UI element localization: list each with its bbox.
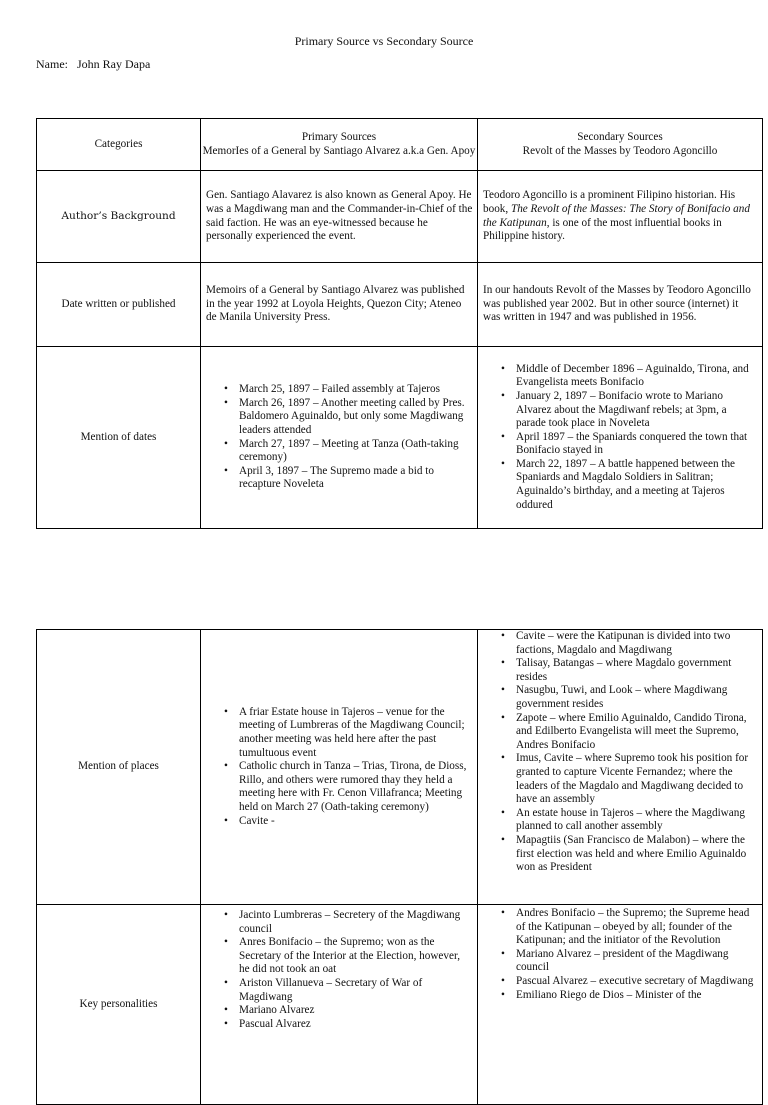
places-primary-list — [206, 706, 473, 828]
secondary-sources-subtitle: Revolt of the Masses by Teodoro Agoncillo — [522, 144, 718, 157]
mention-of-places-primary — [201, 630, 478, 905]
list-item: • Ariston Villanueva – Secretary of War of Magdiwang — [239, 977, 473, 1004]
list-item: • Talisay, Batangas – where Magdalo government resides — [516, 657, 758, 684]
list-item: • Pascual Alvarez – executive secretary of Magdiwang — [516, 975, 758, 989]
secondary-sources-header — [478, 119, 763, 171]
mention-of-dates-secondary — [478, 347, 763, 529]
list-item: • Imus, Cavite – where Supremo took his position for granted to capture Vicente Fernandez; where the leaders of the Magdalo and Magdiwang decided to have an assembly — [516, 752, 758, 806]
mention-of-dates-primary — [201, 347, 478, 529]
table-row — [37, 347, 763, 529]
key-personalities-secondary — [478, 905, 763, 1105]
date-published-primary: Memoirs of a General by Santiago Alvarez was published in the year 1992 at Loyola Heights, Quezon City; Ateneo de Manila University Press. — [201, 263, 478, 347]
page-title: Primary Source vs Secondary Source — [294, 34, 474, 48]
primary-sources-title: Primary Sources — [301, 130, 377, 143]
author-background-label: Author’s Background — [37, 171, 201, 263]
comparison-table-1 — [36, 118, 763, 529]
list-item: • January 2, 1897 – Bonifacio wrote to Mariano Alvarez about the Magdiwanf rebels; at 3pm, a parade took place in Noveleta — [516, 390, 758, 431]
table-row — [37, 630, 763, 905]
list-item: • Catholic church in Tanza – Trias, Tirona, de Dioss, Rillo, and others were rumored thay they held a meeting here with Fr. Cenon Villafranca; Meeting held on March 27 (Oath-taking ceremony) — [239, 760, 473, 814]
list-item: • Cavite – were the Katipunan is divided into two factions, Magdalo and Magdiwang — [516, 630, 758, 657]
student-name-line — [36, 57, 150, 72]
dates-secondary-list — [483, 363, 758, 513]
table-header-row — [37, 119, 763, 171]
list-item: • Mariano Alvarez — [239, 1004, 473, 1018]
list-item: • Nasugbu, Tuwi, and Look – where Magdiwang government resides — [516, 684, 758, 711]
mention-of-places-label: Mention of places — [37, 630, 201, 905]
list-item: • Emiliano Riego de Dios – Minister of the — [516, 989, 758, 1003]
people-secondary-list — [483, 905, 758, 1002]
list-item: • Cavite - — [239, 815, 473, 829]
list-item: • Pascual Alvarez — [239, 1018, 473, 1032]
list-item: • An estate house in Tajeros – where the Magdiwang planned to call another assembly — [516, 807, 758, 834]
author-secondary-text-2: , is one of the most influential books in Philippine history. — [483, 216, 722, 243]
mention-of-dates-label: Mention of dates — [37, 347, 201, 529]
list-item: • Jacinto Lumbreras – Secretery of the Magdiwang council — [239, 909, 473, 936]
author-secondary-text-1: Teodoro Agoncillo is a prominent Filipino historian. His book, — [483, 189, 736, 215]
list-item: • April 3, 1897 – The Supremo made a bid to recapture Noveleta — [239, 465, 473, 492]
list-item: • Mapagtiis (San Francisco de Malabon) – where the first election was held and where Emilio Aguinaldo won as President — [516, 834, 758, 875]
list-item: • April 1897 – the Spaniards conquered the town that Bonifacio stayed in — [516, 431, 758, 458]
date-published-secondary: In our handouts Revolt of the Masses by Teodoro Agoncillo was published year 2002. But in other source (internet) it was written in 1947 and was published in 1956. — [478, 263, 763, 347]
key-personalities-primary — [201, 905, 478, 1105]
book-title: The Revolt of the Masses: The Story of Bonifacio and the Katipunan — [483, 202, 750, 229]
comparison-table-2 — [36, 629, 763, 1105]
name-label: Name: — [36, 57, 68, 71]
key-personalities-label: Key personalities — [37, 905, 201, 1105]
name-value: John Ray Dapa — [77, 57, 151, 71]
primary-sources-header — [201, 119, 478, 171]
categories-header: Categories — [37, 119, 201, 171]
secondary-sources-title: Secondary Sources — [577, 130, 663, 143]
list-item: • Mariano Alvarez – president of the Magdiwang council — [516, 948, 758, 975]
mention-of-places-secondary — [478, 630, 763, 905]
primary-sources-subtitle: MemorIes of a General by Santiago Alvarez a.k.a Gen. Apoy — [202, 144, 476, 157]
list-item: • March 27, 1897 – Meeting at Tanza (Oath-taking ceremony) — [239, 438, 473, 465]
table-row — [37, 263, 763, 347]
people-primary-list — [206, 905, 473, 1031]
list-item: • March 26, 1897 – Another meeting called by Pres. Baldomero Aguinaldo, but only some Magdiwang leaders attended — [239, 397, 473, 438]
list-item: • Andres Bonifacio – the Supremo; the Supreme head of the Katipunan – obeyed by all; founder of the Katipunan; and the initiator of the Revolution — [516, 907, 758, 948]
dates-primary-list — [206, 383, 473, 492]
list-item: • Middle of December 1896 – Aguinaldo, Tirona, and Evangelista meets Bonifacio — [516, 363, 758, 390]
places-secondary-list — [483, 630, 758, 875]
date-published-label: Date written or published — [37, 263, 201, 347]
author-background-secondary — [478, 171, 763, 263]
table-row — [37, 905, 763, 1105]
list-item: • Anres Bonifacio – the Supremo; won as the Secretary of the Interior at the Election, however, he did not took an oat — [239, 936, 473, 977]
table-row — [37, 171, 763, 263]
list-item: • A friar Estate house in Tajeros – venue for the meeting of Lumbreras of the Magdiwang Council; another meeting was held here after the past tumultuous event — [239, 706, 473, 760]
author-background-primary: Gen. Santiago Alavarez is also known as General Apoy. He was a Magdiwang man and the Commander-in-Chief of the said faction. He was an eye-witnessed because he personally experienced the event. — [201, 171, 478, 263]
list-item: • March 25, 1897 – Failed assembly at Tajeros — [239, 383, 473, 397]
list-item: • March 22, 1897 – A battle happened between the Spaniards and Magdalo Soldiers in Salitran; Aguinaldo’s birthday, and a meeting at Tajeros oddured — [516, 458, 758, 512]
list-item: • Zapote – where Emilio Aguinaldo, Candido Tirona, and Edilberto Evangelista will meet the Supremo, Andres Bonifacio — [516, 712, 758, 753]
